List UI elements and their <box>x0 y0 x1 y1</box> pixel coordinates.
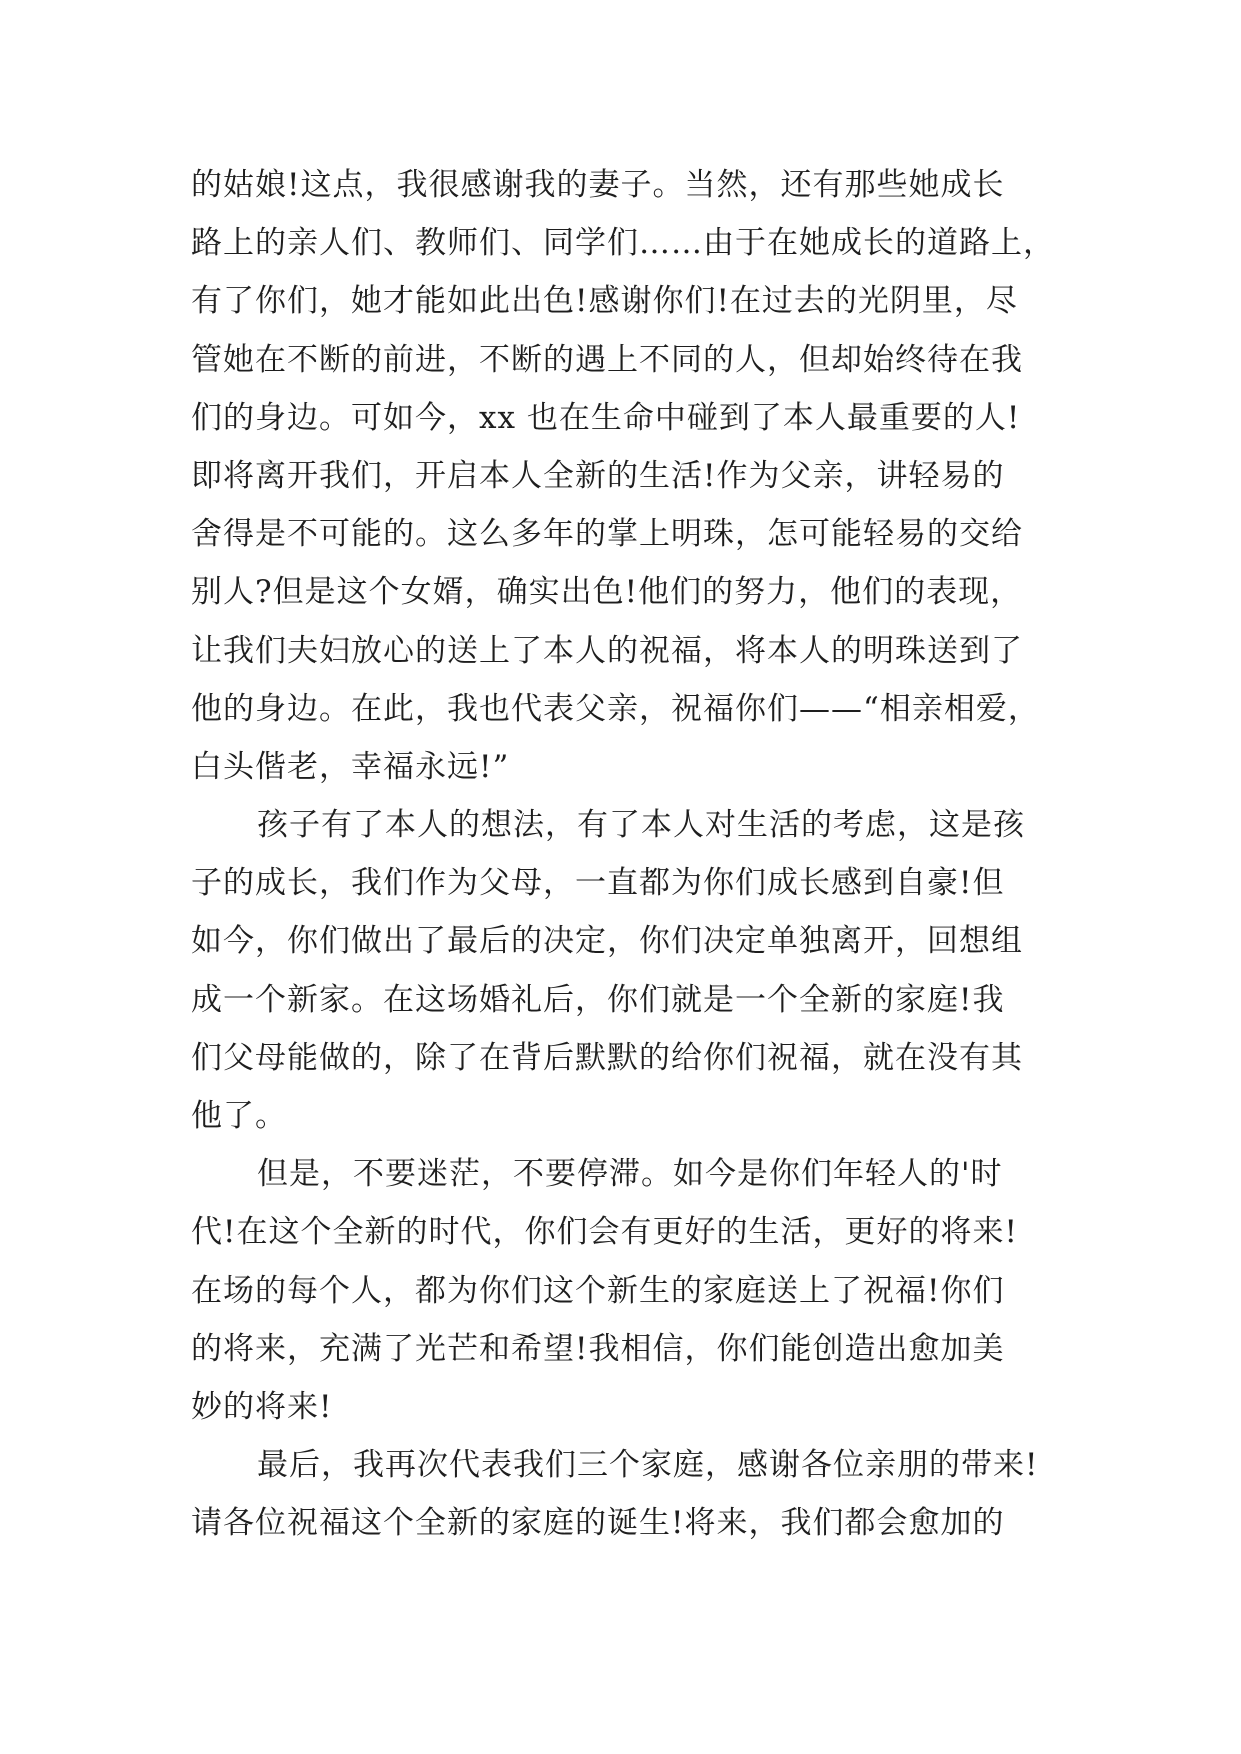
text-line: 请各位祝福这个全新的家庭的诞生!将来，我们都会愈加的 <box>191 1505 1005 1542</box>
text-line: 子的成长，我们作为父母，一直都为你们成长感到自豪!但 <box>191 865 1005 902</box>
text-line: 别人?但是这个女婿，确实出色!他们的努力，他们的表现， <box>191 574 1023 611</box>
text-line: 妙的将来! <box>191 1388 333 1425</box>
text-line: 他的身边。在此，我也代表父亲，祝福你们——“相亲相爱， <box>191 690 1040 727</box>
text-line: 们父母能做的，除了在背后默默的给你们祝福，就在没有其 <box>191 1039 1023 1076</box>
paragraph-first-line: 孩子有了本人的想法，有了本人对生活的考虑，这是孩 <box>257 807 1025 844</box>
text-line: 白头偕老，幸福永远!” <box>191 748 510 785</box>
text-line: 代!在这个全新的时代，你们会有更好的生活，更好的将来! <box>191 1214 1018 1251</box>
text-line: 的将来，充满了光芒和希望!我相信，你们能创造出愈加美 <box>191 1330 1005 1367</box>
text-line: 舍得是不可能的。这么多年的掌上明珠，怎可能轻易的交给 <box>191 516 1023 553</box>
text-line: 管她在不断的前进，不断的遇上不同的人，但却始终待在我 <box>191 341 1023 378</box>
paragraph-first-line: 最后，我再次代表我们三个家庭，感谢各位亲朋的带来! <box>257 1447 1039 1484</box>
document-body <box>191 156 1071 1553</box>
text-line: 在场的每个人，都为你们这个新生的家庭送上了祝福!你们 <box>191 1272 1005 1309</box>
text-line: 如今，你们做出了最后的决定，你们决定单独离开，回想组 <box>191 923 1023 960</box>
text-line: 路上的亲人们、教师们、同学们……由于在她成长的道路上， <box>191 225 1055 262</box>
text-line: 让我们夫妇放心的送上了本人的祝福，将本人的明珠送到了 <box>191 632 1023 669</box>
text-line: 成一个新家。在这场婚礼后，你们就是一个全新的家庭!我 <box>191 981 1005 1018</box>
text-line: 们的身边。可如今，xx 也在生命中碰到了本人最重要的人! <box>191 399 1021 436</box>
text-line: 的姑娘!这点，我很感谢我的妻子。当然，还有那些她成长 <box>191 167 1005 203</box>
text-line: 即将离开我们，开启本人全新的生活!作为父亲，讲轻易的 <box>191 457 1005 494</box>
paragraph-first-line: 但是，不要迷茫，不要停滞。如今是你们年轻人的'时 <box>257 1156 1003 1193</box>
text-line: 他了。 <box>191 1098 287 1134</box>
text-line: 有了你们，她才能如此出色!感谢你们!在过去的光阴里，尽 <box>191 283 1018 320</box>
